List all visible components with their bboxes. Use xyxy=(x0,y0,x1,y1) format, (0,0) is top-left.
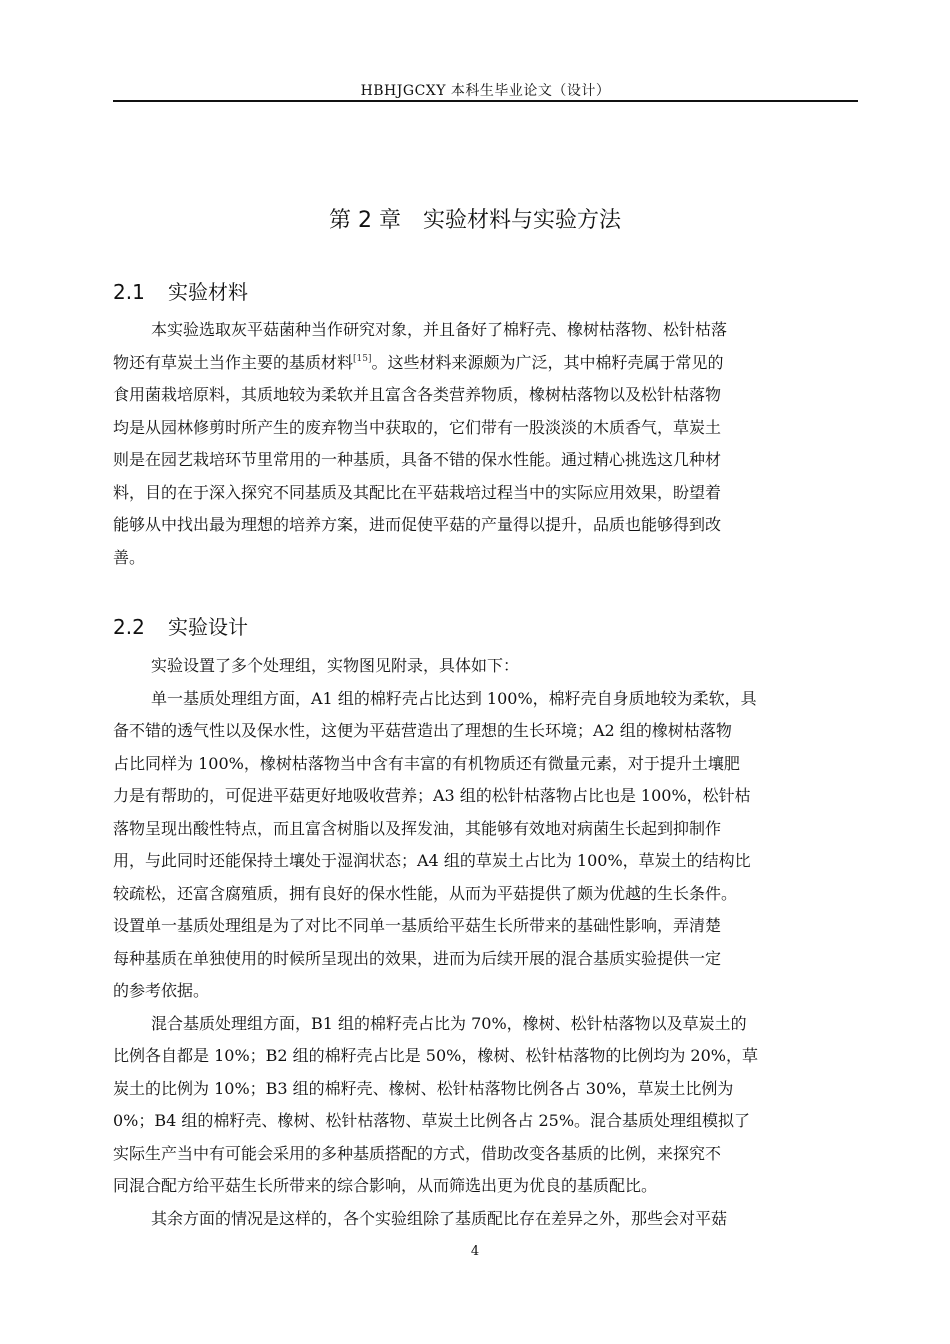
paragraph-line: 力是有帮助的，可促进平菇更好地吸收营养；A3 组的松针枯落物占比也是 100%，松针枯 xyxy=(113,786,751,805)
section-title: 实验材料 xyxy=(168,280,248,304)
paragraph-line: 用，与此同时还能保持土壤处于湿润状态；A4 组的草炭土占比为 100%，草炭土的结构比 xyxy=(113,851,751,870)
citation-superscript: [15] xyxy=(353,353,372,364)
page-number: 4 xyxy=(470,1244,480,1259)
paragraph-line: 食用菌栽培原料，其质地较为柔软并且富含各类营养物质，橡树枯落物以及松针枯落物 xyxy=(113,385,722,404)
section-heading-2-2 xyxy=(113,611,248,640)
paragraph-line: 本实验选取灰平菇菌种当作研究对象，并且备好了棉籽壳、橡树枯落物、松针枯落 xyxy=(151,320,728,339)
section-2-2-body xyxy=(113,650,858,1235)
paragraph-line: 料，目的在于深入探究不同基质及其配比在平菇栽培过程当中的实际应用效果，盼望着 xyxy=(113,482,722,502)
paragraph-line: 较疏松，还富含腐殖质，拥有良好的保水性能，从而为平菇提供了颇为优越的生长条件。 xyxy=(113,883,738,903)
section-number: 2.2 xyxy=(113,615,145,639)
chapter-number: 第 2 章 xyxy=(329,208,401,233)
paragraph-line: 均是从园林修剪时所产生的废弃物当中获取的，它们带有一股淡淡的木质香气，草炭土 xyxy=(113,417,722,437)
paragraph-line: 占比同样为 100%，橡树枯落物当中含有丰富的有机物质还有微量元素，对于提升土壤肥 xyxy=(113,753,740,773)
section-title: 实验设计 xyxy=(168,615,248,639)
line-text: 。这些材料来源颇为广泛，其中棉籽壳属于常见的 xyxy=(371,352,724,372)
paragraph-line: 0%；B4 组的棉籽壳、橡树、松针枯落物、草炭土比例各占 25%。混合基质处理组模拟了 xyxy=(113,1111,751,1130)
section-number: 2.1 xyxy=(113,280,145,304)
paragraph-line: 设置单一基质处理组是为了对比不同单一基质给平菇生长所带来的基础性影响，弄清楚 xyxy=(113,916,722,935)
paragraph-line: 每种基质在单独使用的时候所呈现出的效果，进而为后续开展的混合基质实验提供一定 xyxy=(113,948,722,968)
intro-line: 实验设置了多个处理组，实物图见附录，具体如下： xyxy=(151,656,520,675)
paragraph-line: 比例各自都是 10%；B2 组的棉籽壳占比是 50%，橡树、松针枯落物的比例均为 20%，草 xyxy=(113,1046,758,1065)
paragraph-line: 善。 xyxy=(113,547,146,567)
section-2-1-paragraph xyxy=(113,314,858,574)
section-heading-2-1 xyxy=(113,276,248,305)
paragraph-line: 落物呈现出酸性特点，而且富含树脂以及挥发油，其能够有效地对病菌生长起到抑制作 xyxy=(113,818,722,838)
paragraph-line: 其余方面的情况是这样的，各个实验组除了基质配比存在差异之外，那些会对平菇 xyxy=(151,1208,728,1228)
paragraph-line: 单一基质处理组方面，A1 组的棉籽壳占比达到 100%，棉籽壳自身质地较为柔软，具 xyxy=(151,688,757,708)
paragraph-line: 实际生产当中有可能会采用的多种基质搭配的方式，借助改变各基质的比例，来探究不 xyxy=(113,1143,722,1163)
chapter-heading xyxy=(0,203,950,234)
running-header: HBHJGCXY 本科生毕业论文（设计） xyxy=(360,83,611,99)
paragraph-line: 同混合配方给平菇生长所带来的综合影响，从而筛选出更为优良的基质配比。 xyxy=(113,1176,658,1195)
paragraph-line: 能够从中找出最为理想的培养方案，进而促使平菇的产量得以提升，品质也能够得到改 xyxy=(113,515,722,534)
line-text: 物还有草炭土当作主要的基质材料 xyxy=(113,352,354,372)
paragraph-line xyxy=(113,347,858,380)
paragraph-line: 的参考依据。 xyxy=(113,981,210,1000)
chapter-title: 实验材料与实验方法 xyxy=(422,208,621,233)
paragraph-line: 则是在园艺栽培环节里常用的一种基质，具备不错的保水性能。通过精心挑选这几种材 xyxy=(113,450,722,469)
paragraph-line: 炭土的比例为 10%；B3 组的棉籽壳、橡树、松针枯落物比例各占 30%，草炭土比例为 xyxy=(113,1078,734,1098)
header-rule xyxy=(113,100,858,102)
paragraph-line: 备不错的透气性以及保水性，这便为平菇营造出了理想的生长环境；A2 组的橡树枯落物 xyxy=(113,721,732,740)
paragraph-line: 混合基质处理组方面，B1 组的棉籽壳占比为 70%，橡树、松针枯落物以及草炭土的 xyxy=(151,1013,747,1033)
